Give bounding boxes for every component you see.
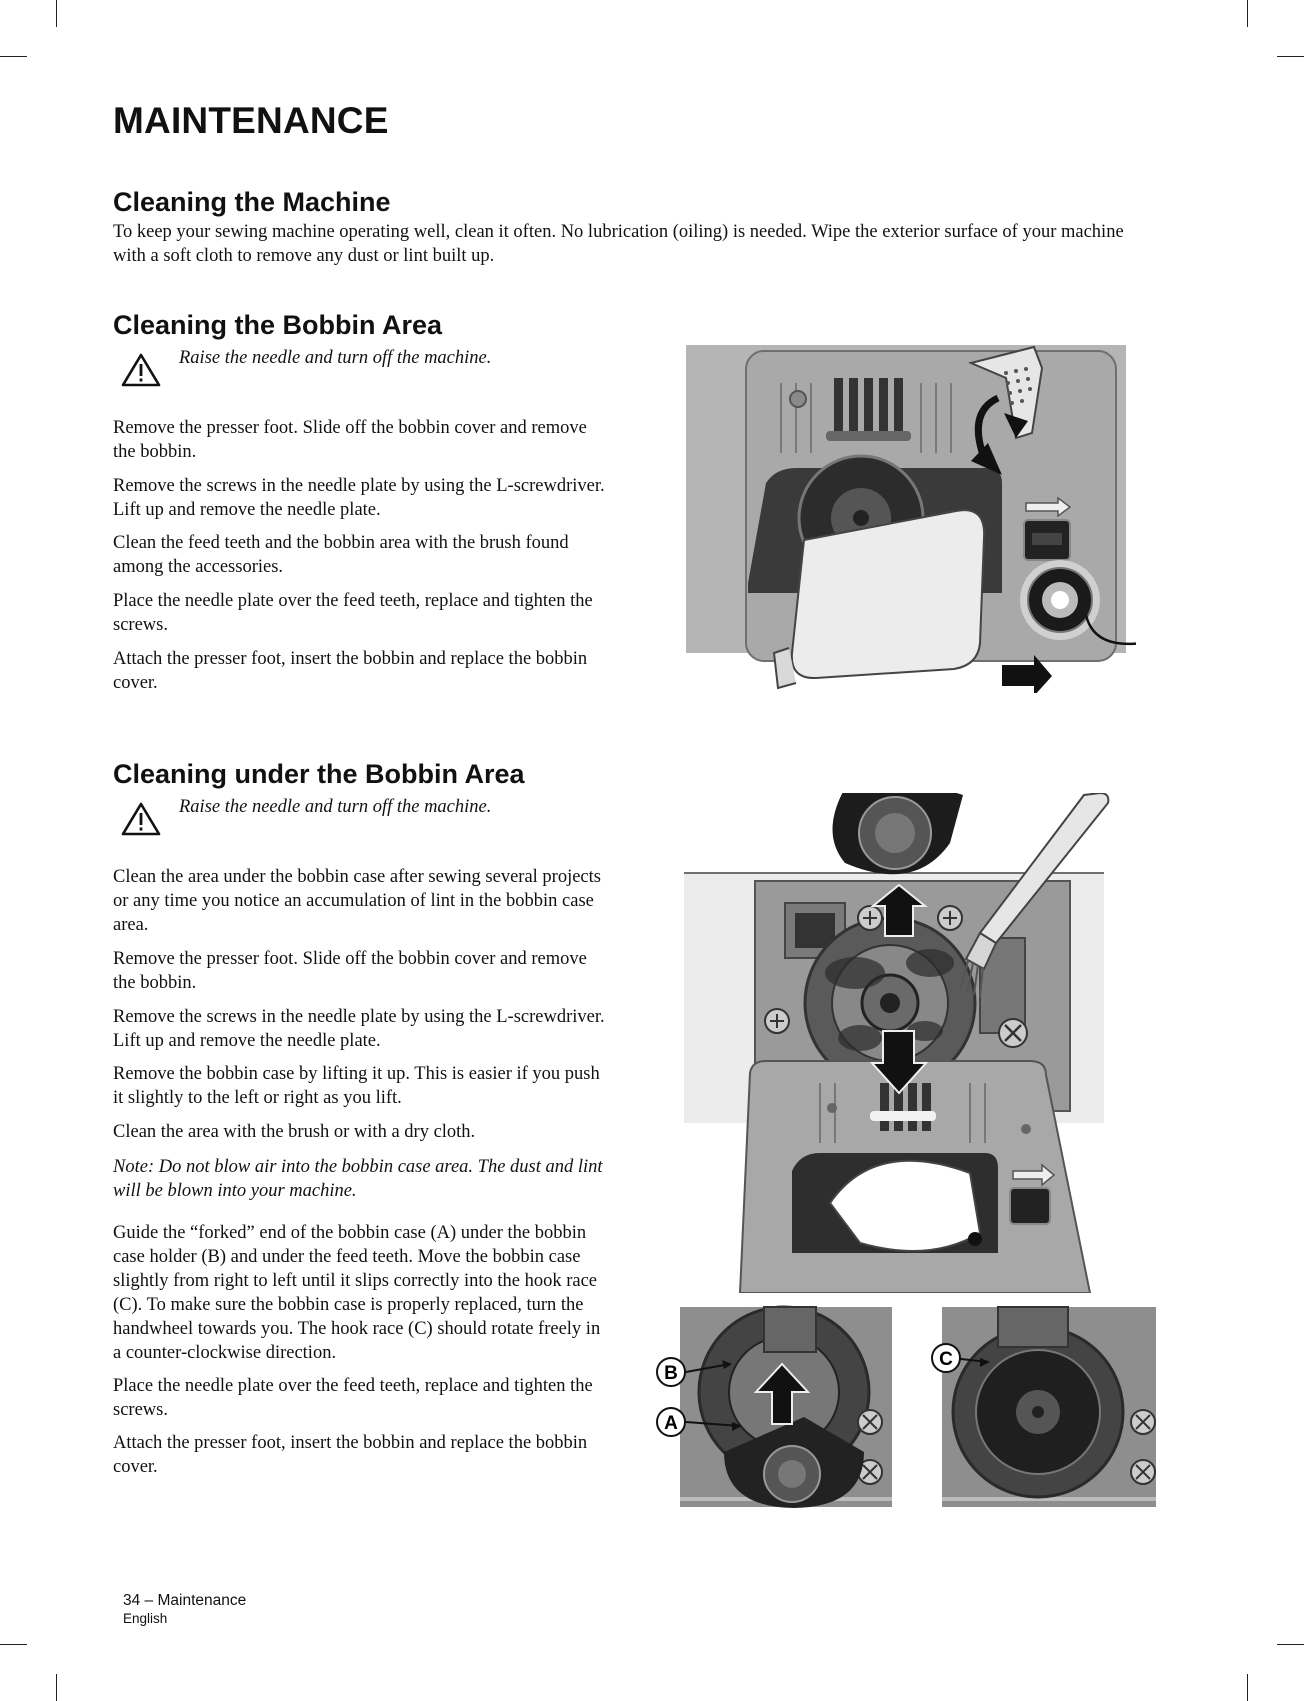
crop-mark bbox=[1277, 56, 1304, 57]
under-warning-text: Raise the needle and turn off the machine. bbox=[179, 797, 492, 817]
crop-mark bbox=[0, 56, 27, 57]
machine-paragraph: To keep your sewing machine operating well, clean it often. No lubrication (oiling) is needed. Wipe the exterior surface of your machine with a soft cloth to remove any dust or lint built up. bbox=[113, 222, 1124, 266]
crop-mark bbox=[56, 1674, 57, 1701]
under-step: Place the needle plate over the feed teeth, replace and tighten the screws. bbox=[113, 1376, 593, 1420]
bobbin-step: Remove the presser foot. Slide off the bobbin cover and remove the bobbin. bbox=[113, 418, 587, 462]
bobbin-step: Attach the presser foot, insert the bobbin and replace the bobbin cover. bbox=[113, 649, 588, 693]
crop-mark bbox=[1277, 1644, 1304, 1645]
crop-mark bbox=[1247, 1674, 1248, 1701]
warning-icon bbox=[121, 352, 161, 388]
bobbin-case-detail-ab bbox=[654, 1302, 894, 1510]
bobbin-step: Place the needle plate over the feed teeth, replace and tighten the screws. bbox=[113, 591, 593, 635]
under-step: Remove the bobbin case by lifting it up. This is easier if you push it slightly to the left or right as you lift. bbox=[113, 1064, 600, 1108]
section-heading-bobbin: Cleaning the Bobbin Area bbox=[113, 310, 443, 340]
label-b: B bbox=[664, 1363, 678, 1384]
bobbin-case-illustration bbox=[680, 793, 1132, 1293]
under-step: Remove the presser foot. Slide off the bobbin cover and remove the bobbin. bbox=[113, 949, 587, 993]
label-a: A bbox=[664, 1413, 678, 1434]
section-heading-machine: Cleaning the Machine bbox=[113, 187, 391, 217]
crop-mark bbox=[0, 1644, 27, 1645]
bobbin-step: Clean the feed teeth and the bobbin area with the brush found among the accessories. bbox=[113, 533, 569, 577]
under-step: Attach the presser foot, insert the bobbin and replace the bobbin cover. bbox=[113, 1433, 588, 1477]
under-step: Clean the area with the brush or with a dry cloth. bbox=[113, 1122, 476, 1142]
footer-language: English bbox=[123, 1611, 168, 1626]
under-step: Remove the screws in the needle plate by using the L-screwdriver. Lift up and remove the needle plate. bbox=[113, 1007, 605, 1051]
section-heading-under: Cleaning under the Bobbin Area bbox=[113, 759, 525, 789]
note-text: Note: Do not blow air into the bobbin case area. The dust and lint will be blown into your machine. bbox=[113, 1157, 603, 1201]
page-title: MAINTENANCE bbox=[113, 100, 389, 141]
under-step: Clean the area under the bobbin case after sewing several projects or any time you notice an accumulation of lint in the bobbin case area. bbox=[113, 867, 601, 935]
crop-mark bbox=[1247, 0, 1248, 27]
bobbin-area-illustration bbox=[686, 343, 1136, 693]
hook-race-detail-c bbox=[928, 1302, 1162, 1510]
label-c: C bbox=[939, 1349, 953, 1370]
crop-mark bbox=[56, 0, 57, 27]
warning-icon bbox=[121, 801, 161, 837]
under-step: Guide the “forked” end of the bobbin case (A) under the bobbin case holder (B) and under the feed teeth. Move the bobbin case slightly from right to left until it slips correctly into the hook race (C). To make sure the bobbin case is properly replaced, turn the handwheel towards you. The hook race (C) should rotate freely in a counter-clockwise direction. bbox=[113, 1223, 601, 1363]
bobbin-step: Remove the screws in the needle plate by using the L-screwdriver. Lift up and remove the needle plate. bbox=[113, 476, 605, 520]
bobbin-warning-text: Raise the needle and turn off the machine. bbox=[179, 348, 492, 368]
footer-page-label: 34 – Maintenance bbox=[123, 1592, 247, 1609]
